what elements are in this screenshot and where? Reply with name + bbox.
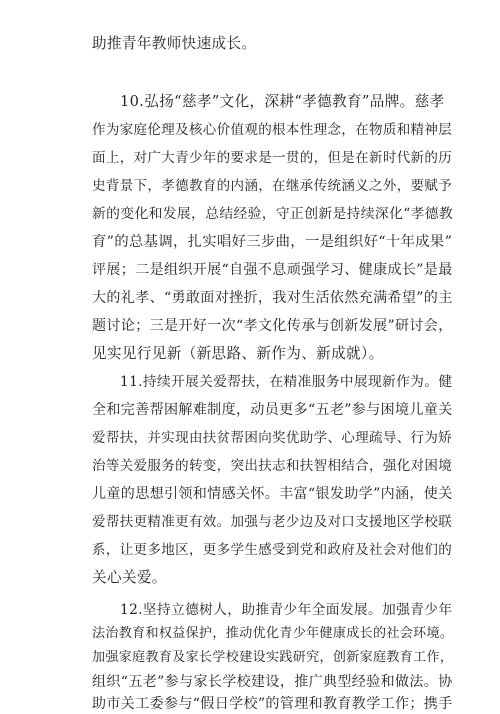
text-line: 加强家庭教育及家长学校建设实践研究，创新家庭教育工作， bbox=[92, 650, 454, 665]
text-line: 爱帮扶更精准更有效。加强与老少边及对口支援地区学校联 bbox=[92, 514, 453, 530]
text-line: 见实见行见新（新思路、新作为、新成就）。 bbox=[92, 345, 384, 362]
text-line: 题讨论；三是开好一次“孝文化传承与创新发展”研讨会， bbox=[92, 318, 453, 334]
text-line: 面上，对广大青少年的要求是一贯的，但是在新时代新的历 bbox=[92, 150, 453, 166]
text-line: 助推青年教师快速成长。 bbox=[92, 35, 257, 52]
text-line: 关心关爱。 bbox=[92, 569, 167, 586]
text-line: 大的礼孝、“勇敢面对挫折，我对生活依然充满希望”的主 bbox=[92, 290, 453, 306]
text-line: 史背景下，孝德教育的内涵，在继承传统涵义之外，要赋予 bbox=[92, 178, 453, 194]
text-line: 育”的总基调，扎实唱好三步曲，一是组织好“十年成果” bbox=[92, 234, 453, 250]
paragraph-10-heading: 10.弘扬“慈孝”文化，深耕“孝德教育”品牌。慈孝 bbox=[120, 93, 445, 110]
text-line: 儿童的思想引领和情感关怀。丰富“银发助学”内涵，使关 bbox=[92, 486, 453, 502]
text-line: 治等关爱服务的转变，突出扶志和扶智相结合，强化对困境 bbox=[92, 458, 453, 474]
text-line: 爱帮扶，并实现由扶贫帮困向奖优助学、心理疏导、行为矫 bbox=[92, 430, 453, 446]
text-line: 新的变化和发展，总结经验，守正创新是持续深化“孝德教 bbox=[92, 206, 454, 222]
text-line: 助市关工委参与“假日学校”的管理和教育教学工作；携手 bbox=[92, 696, 453, 712]
text-line: 评展；二是组织开展“自强不息顽强学习、健康成长”是最 bbox=[92, 262, 453, 278]
text-line: 组织“五老”参与家长学校建设，推广典型经验和做法。协 bbox=[92, 674, 453, 690]
text-line: 全和完善帮困解难制度，动员更多“五老”参与困境儿童关 bbox=[92, 402, 453, 418]
text-line: 法治教育和权益保护，推动优化青少年健康成长的社会环境。 bbox=[92, 626, 454, 641]
text-line: 系，让更多地区，更多学生感受到党和政府及社会对他们的 bbox=[92, 542, 453, 558]
text-line: 作为家庭伦理及核心价值观的根本性理念，在物质和精神层 bbox=[92, 122, 453, 138]
paragraph-11-heading: 11.持续开展关爱帮扶，在精准服务中展现新作为。健 bbox=[120, 374, 453, 390]
paragraph-12-heading: 12.坚持立德树人，助推青少年全面发展。加强青少年 bbox=[120, 602, 453, 618]
